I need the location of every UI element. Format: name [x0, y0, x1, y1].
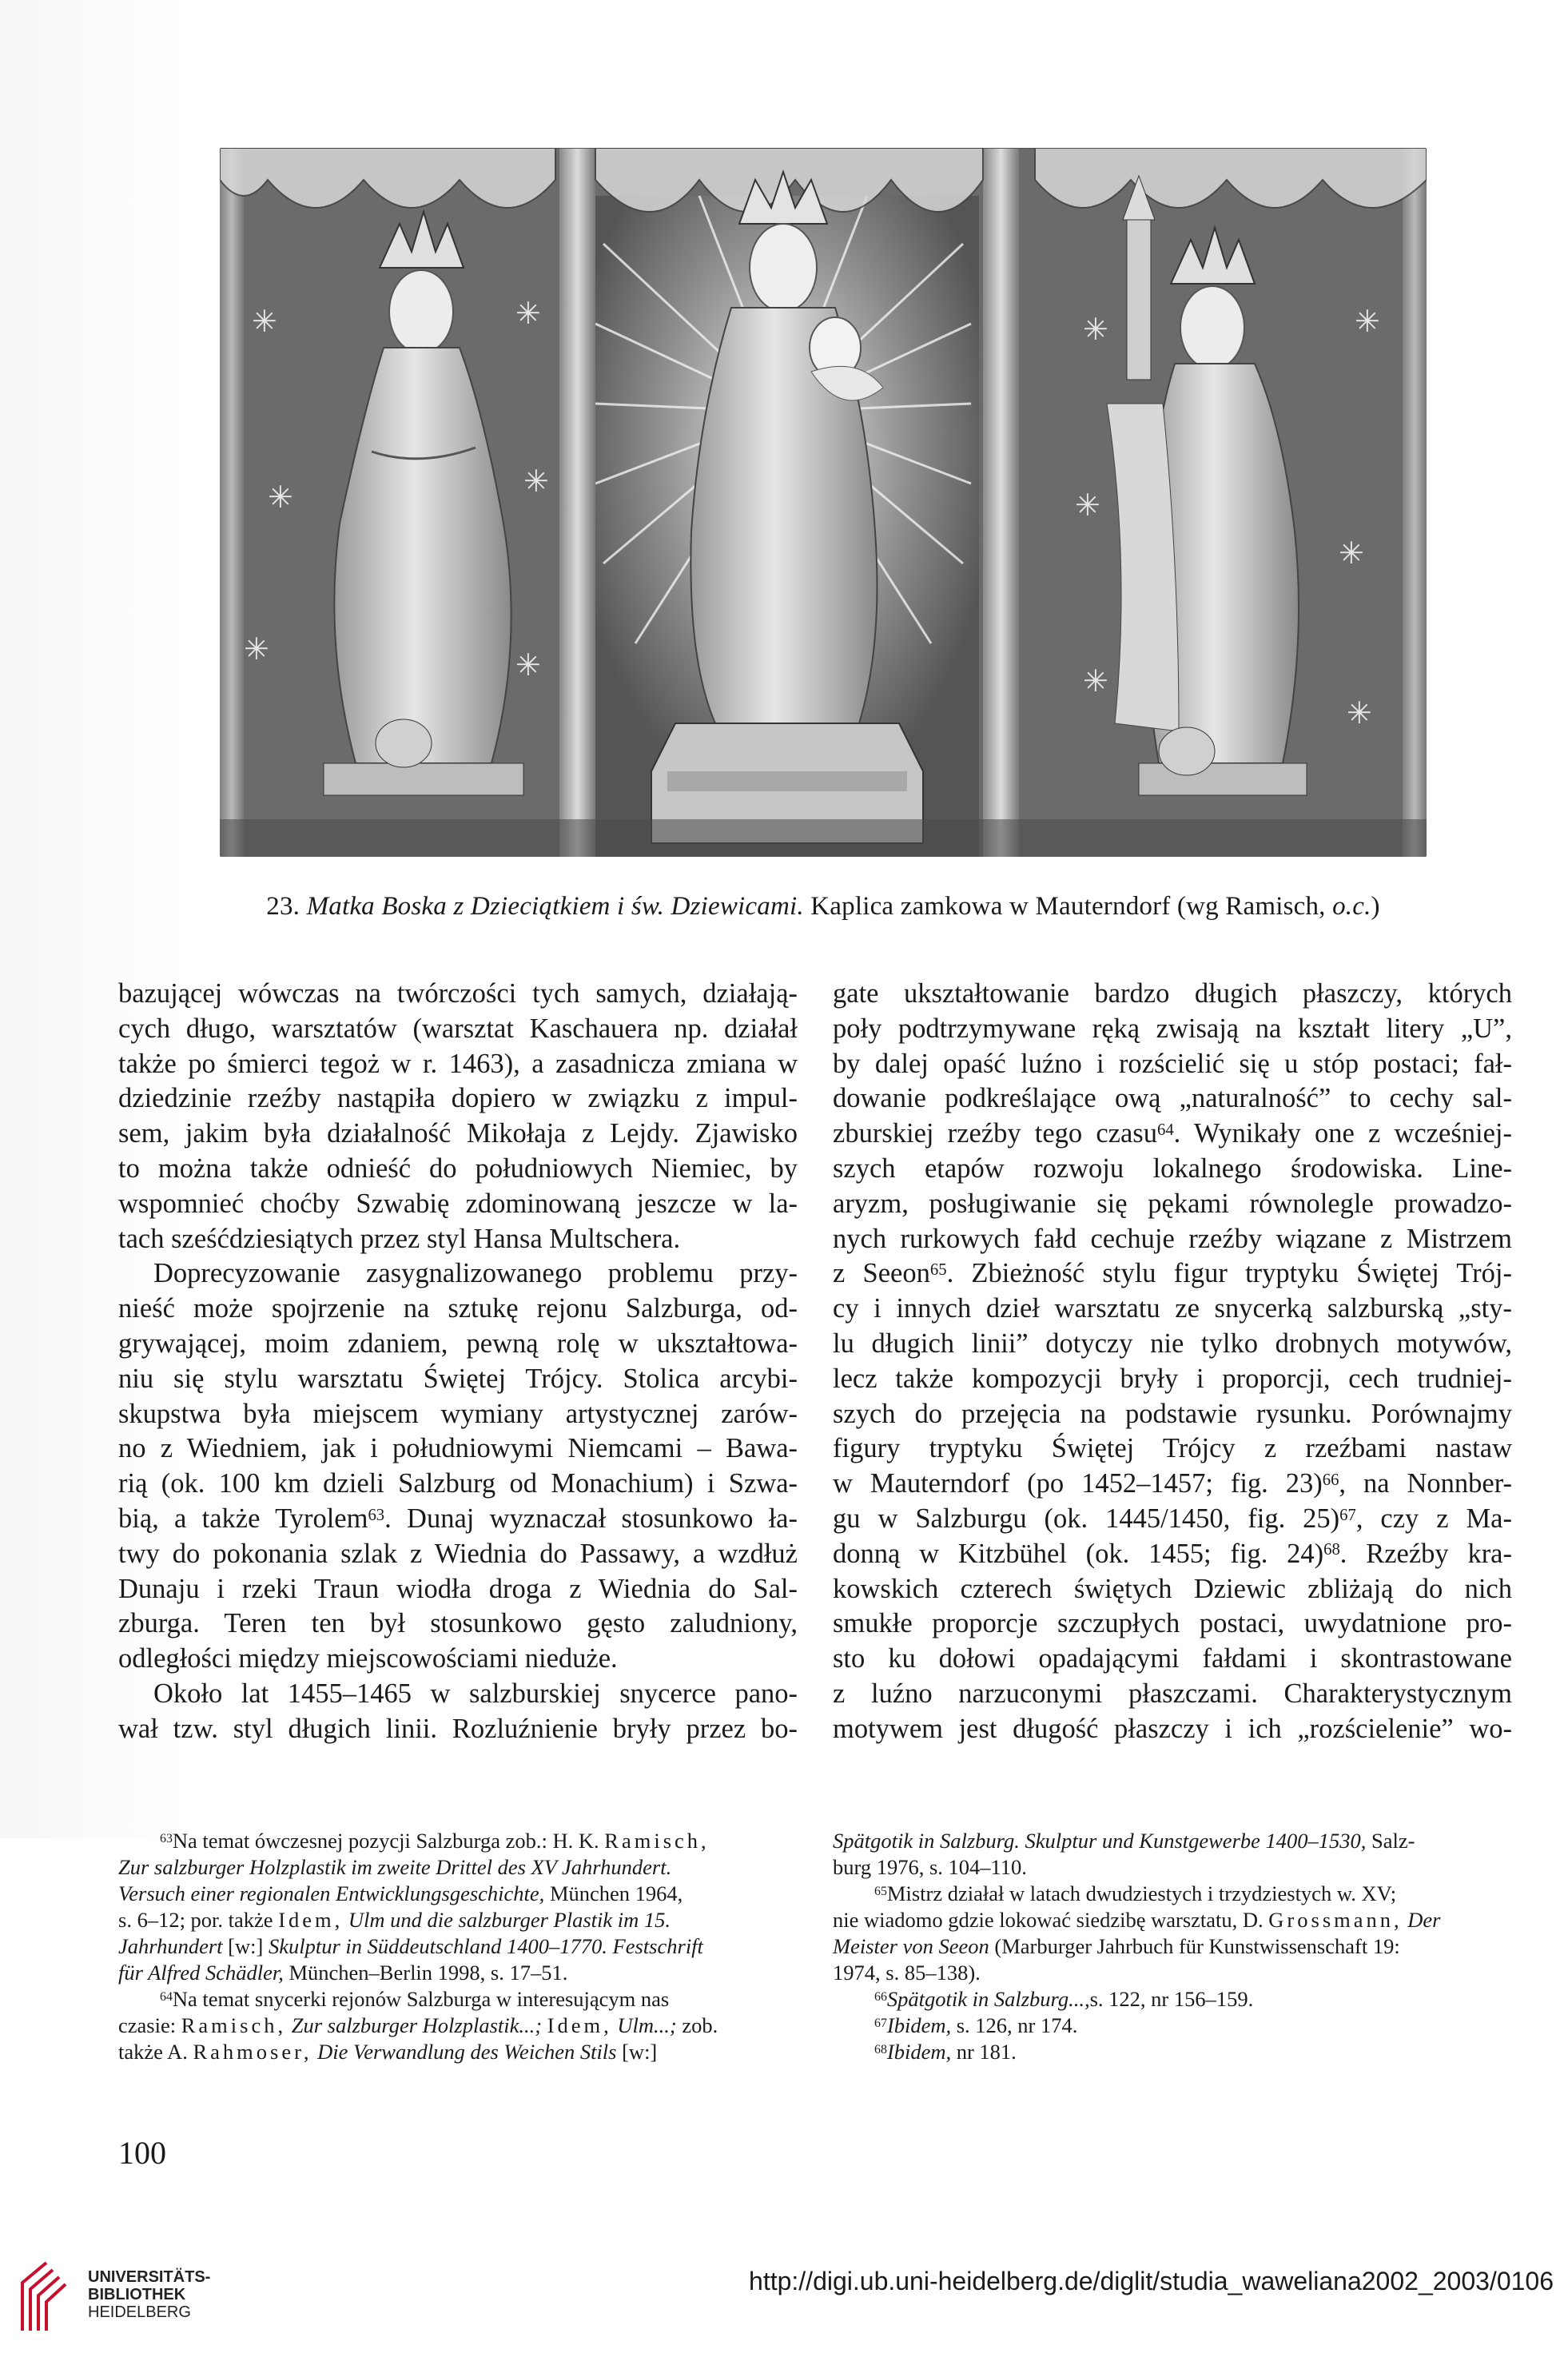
footnote-ref-64[interactable]: 64	[1156, 1121, 1174, 1139]
svg-text:✳: ✳	[1083, 663, 1108, 699]
citation-title: Skulptur in Süddeutschland 1400–1770. Festschrift	[268, 1934, 703, 1958]
footnote-64-cont-line	[833, 1854, 1512, 1881]
caption-title: Matka Boska z Dzieciątkiem i św. Dziewicami.	[306, 892, 804, 921]
footnote-65-line	[833, 1907, 1512, 1933]
text-fragment: . Rzeźby kra-	[1339, 1538, 1512, 1569]
author-name: Idem,	[278, 1908, 344, 1932]
body-text-right-column	[833, 977, 1512, 1747]
text-fragment: , czy z Ma-	[1355, 1503, 1512, 1534]
sculpture-photo-illustration	[220, 148, 1427, 857]
citation-title: Die Verwandlung des Weichen Stils	[317, 2040, 617, 2064]
text-line: Około lat 1455–1465 w salzburskiej snycerce pano-	[153, 1678, 798, 1709]
caption-reference: o.c.	[1332, 892, 1371, 921]
text-line-with-footnote	[833, 1467, 1512, 1502]
text-fragment: Mistrz działał w latach dwudziestych i trzydziestych w. XV;	[886, 1881, 1397, 1905]
svg-text:✳: ✳	[523, 464, 549, 499]
footnote-63-line	[118, 1960, 798, 1986]
svg-text:✳: ✳	[268, 480, 293, 515]
text-line: cych długo, warsztatów (warsztat Kaschauera np. działał	[118, 1013, 798, 1044]
footnote-number: 68	[874, 2042, 887, 2056]
library-name-line: UNIVERSITÄTS-	[88, 2268, 211, 2286]
citation-title: Meister von Seeon	[833, 1934, 989, 1958]
citation-title: Spätgotik in Salzburg...,	[886, 1987, 1090, 2011]
text-fragment: z Seeon	[833, 1258, 930, 1289]
svg-text:✳: ✳	[1075, 488, 1100, 523]
text-line: szych etapów rozwoju lokalnego środowiska. Line-	[833, 1153, 1512, 1184]
text-line: twy do pokonania szlak z Wiednia do Passawy, a wzdłuż	[118, 1538, 798, 1569]
text-fragment: . Zbieżność stylu figur tryptyku Świętej Trój-	[946, 1258, 1512, 1289]
text-line: smukłe proporcje szczupłych postaci, uwydatnione pro-	[833, 1608, 1512, 1639]
text-fragment: [w:]	[622, 2040, 658, 2064]
footnote-64-line	[118, 2039, 798, 2065]
text-line: sem, jakim była działalność Mikołaja z Lejdy. Zjawisko	[118, 1118, 798, 1149]
footnote-ref-66[interactable]: 66	[1322, 1471, 1339, 1489]
text-line: rią (ok. 100 km dzieli Salzburg od Monachium) i Szwa-	[118, 1468, 798, 1499]
library-name	[88, 2268, 210, 2321]
text-line: poły podtrzymywane ręką zwisają na kształt litery „U”,	[833, 1013, 1512, 1044]
text-fragment: Salz-	[1371, 1829, 1415, 1853]
body-text-left-column	[118, 977, 798, 1747]
author-name: Ramisch,	[604, 1829, 710, 1853]
footnotes-left	[118, 1828, 798, 2065]
text-fragment: także A.	[118, 2040, 188, 2064]
footnote-65-line	[833, 1933, 1512, 1960]
footnote-number: 63	[160, 1831, 173, 1845]
footnote-ref-63[interactable]: 63	[368, 1506, 385, 1524]
text-fragment: München 1964,	[549, 1881, 683, 1905]
caption-close: )	[1371, 892, 1380, 921]
library-name-line: HEIDELBERG	[88, 2303, 191, 2321]
text-line: z luźno narzuconymi płaszczami. Charakterystycznym	[833, 1678, 1512, 1709]
text-fragment: s. 126, nr 174.	[956, 2013, 1078, 2037]
citation-title: Ibidem,	[886, 2040, 952, 2064]
text-fragment: bią, a także Tyrolem	[118, 1503, 368, 1534]
text-fragment: nr 181.	[956, 2040, 1017, 2064]
library-name-line: BIBLIOTHEK	[88, 2286, 186, 2303]
citation-title: Versuch einer regionalen Entwicklungsgeschichte,	[118, 1881, 545, 1905]
text-line: sto ku dołowi opadającymi fałdami i skontrastowane	[833, 1643, 1512, 1674]
text-fragment: donną w Kitzbühel (ok. 1455; fig. 24)	[833, 1538, 1324, 1569]
text-line: dziedzinie rzeźby nastąpiła dopiero w związku z impul-	[118, 1083, 798, 1114]
svg-text:✳: ✳	[515, 296, 541, 331]
text-line: aryzm, posługiwanie się pękami równolegle prowadzo-	[833, 1188, 1512, 1219]
text-line: Dunaju i rzeki Traun wiodła droga z Wiednia do Sal-	[118, 1573, 798, 1604]
text-line: wspomnieć choćby Szwabię zdominowaną jeszcze w la-	[118, 1188, 798, 1219]
text-fragment: , na Nonnber-	[1339, 1468, 1513, 1499]
text-line: nieść może spojrzenie na sztukę rejonu Salzburga, od-	[118, 1293, 798, 1324]
figure-caption	[216, 890, 1431, 922]
text-line: dowanie podkreślające ową „naturalność” to cechy sal-	[833, 1083, 1512, 1114]
text-line: niu się stylu warsztatu Świętej Trójcy. Stolica arcybi-	[118, 1363, 798, 1394]
footnote-68-line	[833, 2039, 1512, 2065]
footnote-63-line	[118, 1828, 798, 1854]
text-line: by dalej opaść luźno i rozścielić się u stóp postaci; fał-	[833, 1048, 1512, 1079]
text-fragment: 1974, s. 85–138).	[833, 1961, 981, 1985]
text-line: odległości między miejscowościami nieduże.	[118, 1643, 618, 1674]
author-name: Ramisch,	[181, 2013, 287, 2037]
footnote-number: 67	[874, 2016, 887, 2030]
caption-number: 23.	[266, 892, 300, 921]
footnote-64-line	[118, 2013, 798, 2039]
footnote-number: 66	[874, 1989, 887, 2004]
footnote-63-line	[118, 1907, 798, 1933]
permalink-url[interactable]: http://digi.ub.uni-heidelberg.de/diglit/studia_waweliana2002_2003/0106	[749, 2267, 1554, 2295]
footnote-63-line	[118, 1881, 798, 1907]
text-line: figury tryptyku Świętej Trójcy z rzeźbami nastaw	[833, 1433, 1512, 1464]
text-line: szych do przejęcia na podstawie rysunku. Porównajmy	[833, 1398, 1512, 1429]
text-fragment: s. 122, nr 156–159.	[1089, 1987, 1254, 2011]
text-line: motywem jest długość płaszczy i ich „rozścielenie” wo-	[833, 1713, 1512, 1744]
citation-title: für Alfred Schädler,	[118, 1961, 284, 1985]
author-name: Grossmann,	[1268, 1908, 1403, 1932]
svg-text:✳: ✳	[515, 647, 541, 683]
footnote-64-cont-line	[833, 1828, 1512, 1854]
footnote-65-line	[833, 1960, 1512, 1986]
footnote-64-line	[118, 1986, 798, 2013]
footnote-63-line	[118, 1854, 798, 1881]
text-fragment: czasie:	[118, 2013, 177, 2037]
text-fragment: gu w Salzburgu (ok. 1445/1450, fig. 25)	[833, 1503, 1340, 1534]
footnote-number: 65	[874, 1884, 887, 1898]
text-fragment: Na temat snycerki rejonów Salzburga w interesującym nas	[172, 1987, 670, 2011]
citation-title: Jahrhundert	[118, 1934, 223, 1958]
author-name: Rahmoser,	[193, 2040, 312, 2064]
text-line: grywającej, moim zdaniem, pewną rolę w ukształtowa-	[118, 1328, 798, 1359]
text-line: także po śmierci tegoż w r. 1463), a zasadnicza zmiana w	[118, 1048, 798, 1079]
footnote-63-line	[118, 1933, 798, 1960]
text-line-with-footnote	[833, 1502, 1512, 1537]
text-line-with-footnote	[833, 1537, 1512, 1572]
footnote-67-line	[833, 2013, 1512, 2039]
footnotes-right	[833, 1828, 1512, 2065]
text-line: Doprecyzowanie zasygnalizowanego problemu przy-	[153, 1258, 798, 1289]
text-line: to można także odnieść do południowych Niemiec, by	[118, 1153, 798, 1184]
text-line: bazującej wówczas na twórczości tych samych, działają-	[118, 978, 798, 1009]
citation-title: Ulm...;	[617, 2013, 677, 2037]
text-fragment: nie wiadomo gdzie lokować siedzibę warsztatu, D.	[833, 1908, 1264, 1932]
footnote-66-line	[833, 1986, 1512, 2013]
author-name: Idem,	[547, 2013, 612, 2037]
footnote-ref-68[interactable]: 68	[1323, 1541, 1340, 1559]
text-fragment: . Wynikały one z wcześniej-	[1173, 1118, 1512, 1149]
library-logo-icon[interactable]	[14, 2259, 70, 2335]
text-fragment: Na temat ówczesnej pozycji Salzburga zob.: H. K.	[172, 1829, 599, 1853]
citation-title: Zur salzburger Holzplastik im zweite Drittel des XV Jahrhundert.	[118, 1855, 672, 1879]
caption-location: Kaplica zamkowa w Mauterndorf (wg Ramisch,	[810, 892, 1326, 921]
text-line-with-footnote	[833, 1256, 1512, 1292]
text-fragment: (Marburger Jahrbuch für Kunstwissenschaft 19:	[994, 1934, 1400, 1958]
text-line-with-footnote	[833, 1117, 1512, 1152]
figure-photo-madonna-and-virgins	[220, 148, 1427, 857]
citation-title: Ibidem,	[886, 2013, 952, 2037]
text-line: tach sześćdziesiątych przez styl Hansa Multschera.	[118, 1223, 681, 1254]
footnote-ref-65[interactable]: 65	[929, 1261, 947, 1280]
citation-title: Zur salzburger Holzplastik...;	[291, 2013, 543, 2037]
text-line: lu długich linii” dotyczy nie tylko drobnych motywów,	[833, 1328, 1512, 1359]
footnote-ref-67[interactable]: 67	[1339, 1506, 1356, 1524]
page-number: 100	[118, 2135, 166, 2171]
text-fragment: [w:]	[228, 1934, 264, 1958]
footnote-number: 64	[160, 1989, 173, 2004]
footnote-65-line	[833, 1881, 1512, 1907]
text-fragment: w Mauterndorf (po 1452–1457; fig. 23)	[833, 1468, 1323, 1499]
svg-text:✳: ✳	[1355, 304, 1380, 339]
text-fragment: München–Berlin 1998, s. 17–51.	[289, 1961, 568, 1985]
svg-text:✳: ✳	[1339, 536, 1364, 571]
citation-title: Ulm und die salzburger Plastik im 15.	[348, 1908, 671, 1932]
svg-text:✳: ✳	[252, 304, 277, 339]
citation-title: Der	[1407, 1908, 1441, 1932]
text-line-with-footnote	[118, 1502, 798, 1537]
text-line: skupstwa była miejscem wymiany artystycznej zarów-	[118, 1398, 798, 1429]
text-fragment: zburskiej rzeźby tego czasu	[833, 1118, 1157, 1149]
svg-text:✳: ✳	[1083, 312, 1108, 347]
svg-text:✳: ✳	[1347, 695, 1372, 731]
text-line: wał tzw. styl długich linii. Rozluźnienie bryły przez bo-	[118, 1713, 798, 1744]
text-line: kowskich czterech świętych Dziewic zbliżają do nich	[833, 1573, 1512, 1604]
text-line: cy i innych dzieł warsztatu ze snycerką salzburską „sty-	[833, 1293, 1512, 1324]
text-fragment: zob.	[682, 2013, 718, 2037]
text-line: no z Wiedniem, jak i południowymi Niemcami – Bawa-	[118, 1433, 798, 1464]
text-line: nych rurkowych fałd cechuje rzeźby wiązane z Mistrzem	[833, 1223, 1512, 1254]
text-fragment: s. 6–12; por. także	[118, 1908, 273, 1932]
text-line: gate ukształtowanie bardzo długich płaszczy, których	[833, 978, 1512, 1009]
citation-title: Spätgotik in Salzburg. Skulptur und Kunstgewerbe 1400–1530,	[833, 1829, 1367, 1853]
text-fragment: burg 1976, s. 104–110.	[833, 1855, 1027, 1879]
text-line: zburga. Teren ten był stosunkowo gęsto zaludniony,	[118, 1608, 798, 1639]
text-line: lecz także kompozycji bryły i proporcji, cech trudniej-	[833, 1363, 1512, 1394]
svg-text:✳: ✳	[244, 631, 269, 667]
text-fragment: . Dunaj wyznaczał stosunkowo ła-	[384, 1503, 798, 1534]
